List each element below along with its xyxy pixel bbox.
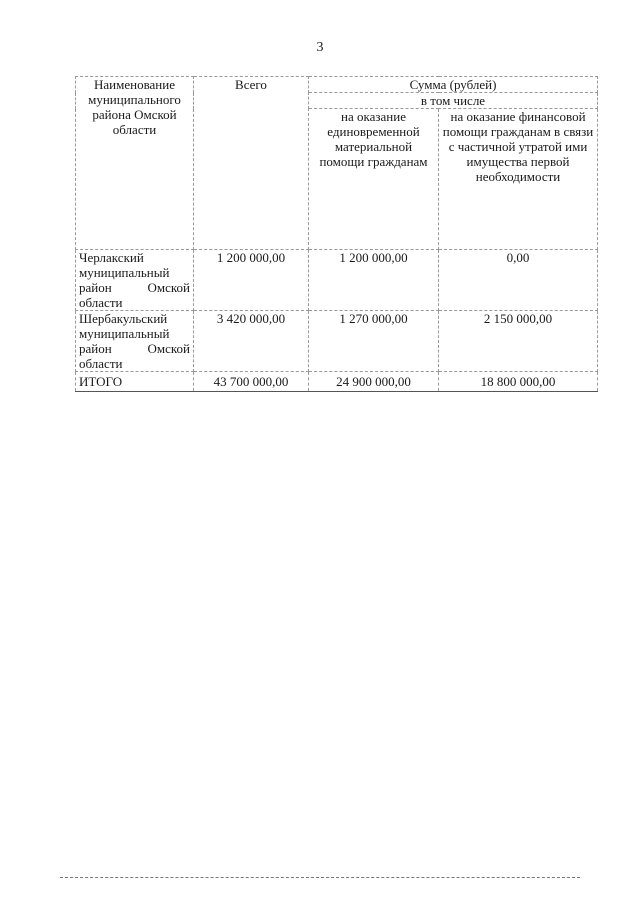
one-time-aid-amount: 1 200 000,00 (309, 250, 439, 311)
total-amount: 3 420 000,00 (194, 311, 309, 372)
header-one-time-aid: на оказание единовременной материальной помощи гражданам (309, 109, 439, 250)
total-label: ИТОГО (76, 372, 194, 392)
table-total-row (76, 372, 598, 392)
grand-total-amount: 43 700 000,00 (194, 372, 309, 392)
header-sum-group: Сумма (рублей) (309, 77, 598, 93)
allocation-table (75, 76, 598, 392)
district-name: Шербакульский муниципальный район Омской области (76, 311, 194, 372)
financial-aid-amount: 0,00 (439, 250, 598, 311)
financial-aid-amount: 2 150 000,00 (439, 311, 598, 372)
header-district-name: Наименование муниципального района Омской области (76, 77, 194, 250)
header-financial-aid: на оказание финансовой помощи гражданам в связи с частичной утратой ими имущества первой необходимости (439, 109, 598, 250)
page-number: 3 (316, 40, 324, 55)
one-time-aid-amount: 1 270 000,00 (309, 311, 439, 372)
table-row (76, 311, 598, 372)
header-including: в том числе (309, 93, 598, 109)
grand-one-time-aid-amount: 24 900 000,00 (309, 372, 439, 392)
header-total: Всего (194, 77, 309, 250)
district-name: Черлакский муниципальный район Омской области (76, 250, 194, 311)
footer-divider (60, 877, 580, 878)
total-amount: 1 200 000,00 (194, 250, 309, 311)
table-row (76, 250, 598, 311)
table-header-row (76, 77, 598, 93)
grand-financial-aid-amount: 18 800 000,00 (439, 372, 598, 392)
